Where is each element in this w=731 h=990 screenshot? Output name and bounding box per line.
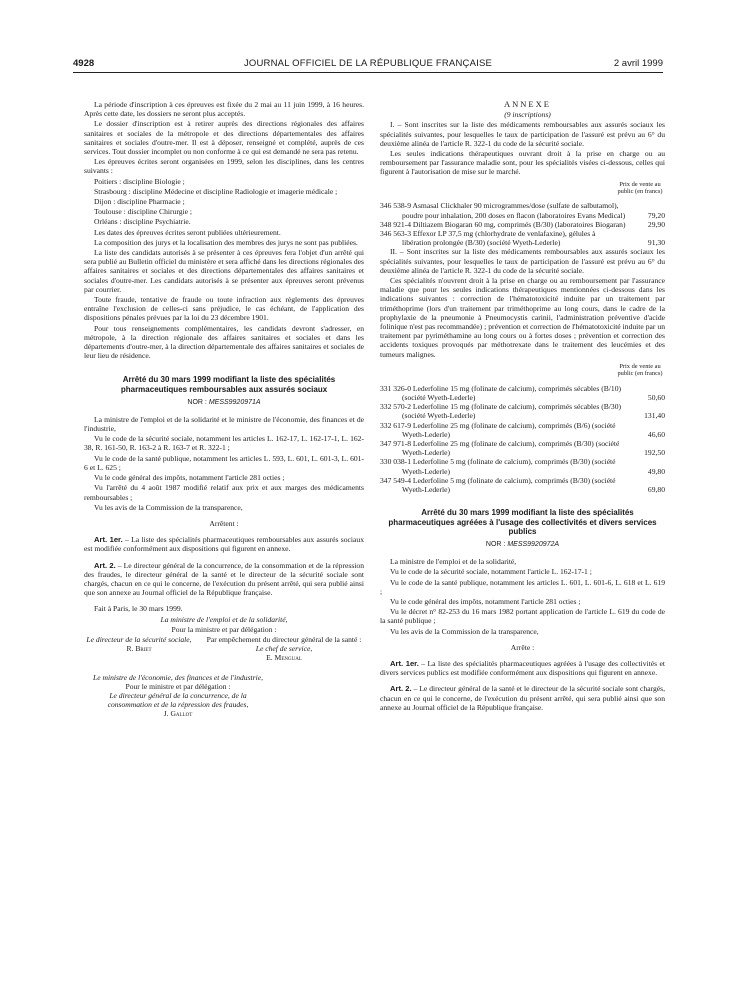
article-1-label: Art. 1er. xyxy=(390,658,419,668)
drug-price: 192,50 xyxy=(644,448,665,458)
article-2-text: – Le directeur général de la santé et le directeur de la sécurité sociale sont chargés, chacun en ce qui le concerne, de l'exécution du présent arrêté, qui sera publié ainsi que son annexe au Journal officiel de la République française. xyxy=(380,684,665,712)
article-1-text: – La liste des spécialités pharmaceutiques agréées à l'usage des collectivités et divers services publics est modifiée conformément aux dispositions qui figurent en annexe. xyxy=(380,658,665,678)
drug-text: 348 921-4 Diltiazem Biogaran 60 mg, comprimés (B/30) (laboratoires Biogaran) xyxy=(380,219,626,229)
drug-row xyxy=(380,384,665,402)
article-1-label: Art. 1er. xyxy=(94,535,123,545)
centre-item: Strasbourg : discipline Médecine et discipline Radiologie et imagerie médicale ; xyxy=(94,186,338,196)
signatory-line: Pour la ministre et par délégation : xyxy=(171,624,277,634)
article-2 xyxy=(84,561,364,598)
visa: Vu le code de la santé publique, notamment les articles L. 601, L. 601-6, L. 618 et L. 619 ; xyxy=(380,577,665,596)
drug-text: 332 570-2 Lederfoline 15 mg (folinate de calcium), comprimés sécables (B/30) (société Wyeth-Lederle) xyxy=(380,402,622,421)
signature-block xyxy=(84,635,364,663)
section-2-text-b: Ces spécialités n'ouvrent droit à la prise en charge ou au remboursement par l'assurance maladie que pour les seules indications thérapeutiques mentionnées ci-dessous dans les indications suivantes : correction de l'hématotoxicité induite par un traitement par triméthoprime (lors d'un traitement par triméthoprime au long cours, dans le cadre de la prophylaxie de la pneumonie à Pneumocystis carinii, l'administration préventive d'acide folinique n'est pas recommandée) ; prévention et correction de l'hématotoxicité induite par un traitement par pyriméthamine au long cours ou à fortes doses ; prévention et correction des accidents toxiques provoqués par méthotrexate dans le traitement des leucémies et des tumeurs malignes. xyxy=(380,276,665,359)
annexe-subtitle: (9 inscriptions) xyxy=(504,110,551,120)
nor-label: NOR : xyxy=(187,398,207,406)
article-1-text: – La liste des spécialités pharmaceutiques remboursables aux assurés sociaux est modifiée conformément aux dispositions qui figurent en annexe. xyxy=(84,535,364,554)
nor-label: NOR : xyxy=(485,540,506,548)
signatory-name: R. Briet xyxy=(126,644,152,654)
centre-item: Poitiers : discipline Biologie ; xyxy=(94,176,185,186)
drug-text: 346 563-3 Effexor LP 37,5 mg (chlorhydrate de venlafaxine), gélules à libération prolongée (B/30) (société Wyeth-Lederle) xyxy=(380,229,596,248)
drug-price: 49,80 xyxy=(647,466,665,476)
drug-row xyxy=(380,439,665,457)
visa: Vu le code de la santé publique, notamment les articles L. 593, L. 601, L. 601-3, L. 601-6 et L. 625 ; xyxy=(84,453,364,472)
fait-line: Fait à Paris, le 30 mars 1999. xyxy=(94,604,183,614)
drug-price: 46,60 xyxy=(647,429,665,439)
arrete-title: Arrêté du 30 mars 1999 modifiant la liste des spécialités pharmaceutiques agréées à l'usage des collectivités et divers services publics xyxy=(388,508,657,537)
article-2 xyxy=(380,684,665,712)
nor-code: MESS9920971A xyxy=(208,398,261,406)
section-2-text: II. – Sont inscrites sur la liste des médicaments remboursables aux assurés sociaux les spécialités suivantes, pour lesquelles le taux de participation de l'assuré est prévu au 6° du deuxième alinéa de l'article R. 322-1 du code de la sécurité sociale. xyxy=(380,247,665,275)
visa: La ministre de l'emploi et de la solidarité et le ministre de l'économie, des finances et de l'industrie, xyxy=(84,414,364,434)
drug-price: 131,40 xyxy=(644,411,665,421)
article-2-text: – Le directeur général de la concurrence, de la consommation et de la répression des fraudes, le directeur général de la santé et le directeur de la sécurité sociale sont chargés, chacun en ce qui le concerne, de l'exécution du présent arrêté, qui sera publié ainsi que son annexe au Journal officiel de la République française. xyxy=(84,560,364,598)
arrete-title: Arrêté du 30 mars 1999 modifiant la liste des spécialités pharmaceutiques remboursables aux assurés sociaux xyxy=(120,375,336,395)
signatory-title: Par empêchement du directeur général de la santé : xyxy=(206,634,362,644)
drug-row xyxy=(380,476,665,494)
price-header: Prix de vente au public (en francs) xyxy=(617,180,663,196)
visa: Vu le décret n° 82-253 du 16 mars 1982 portant application de l'article L. 619 du code de la santé publique ; xyxy=(380,607,665,626)
annexe-title: ANNEXE xyxy=(504,99,551,109)
signatory-line: La ministre de l'emploi et de la solidarité, xyxy=(160,614,288,624)
outro-paragraph: La composition des jurys et la localisation des membres des jurys ne sont pas publiées. xyxy=(94,237,358,247)
visa: Vu le code général des impôts, notamment l'article 281 octies ; xyxy=(390,596,581,606)
signatory-role: Le chef de service, xyxy=(255,644,313,654)
intro-paragraph: La période d'inscription à ces épreuves est fixée du 2 mai au 11 juin 1999, à 16 heures. Après cette date, les dossiers ne seront plus acceptés. xyxy=(84,100,364,119)
centre-item: Toulouse : discipline Chirurgie ; xyxy=(94,207,193,217)
drug-price: 29,90 xyxy=(647,219,665,229)
drug-row xyxy=(380,201,665,219)
issue-date: 2 avril 1999 xyxy=(613,58,663,69)
outro-paragraph: Toute fraude, tentative de fraude ou toute infraction aux règlements des épreuves entraîne l'exclusion de celles-ci sans préjudice, le cas échéant, de l'application des dispositions pénales prévues par la loi du 23 décembre 1901. xyxy=(84,295,364,323)
article-1 xyxy=(380,659,665,677)
visa: Vu le code général des impôts, notamment l'article 281 octies ; xyxy=(94,473,285,483)
article-2-label: Art. 2. xyxy=(390,684,412,694)
drug-row xyxy=(380,402,665,420)
visa: Vu les avis de la Commission de la transparence, xyxy=(94,502,243,512)
article-2-label: Art. 2. xyxy=(94,560,116,570)
drug-text: 347 549-4 Lederfoline 5 mg (folinate de calcium), comprimés (B/30) (société Wyeth-Lederle) xyxy=(380,475,616,494)
drug-text: 330 038-1 Lederfoline 5 mg (folinate de calcium), comprimés (B/30) (société Wyeth-Lederle) xyxy=(380,457,616,476)
drug-price: 91,30 xyxy=(647,238,665,248)
visa: Vu le code de la sécurité sociale, notamment l'article L. 162-17-1 ; xyxy=(390,567,592,577)
signatory-line: Pour le ministre et par délégation : xyxy=(125,681,231,691)
centre-item: Dijon : discipline Pharmacie ; xyxy=(94,197,185,207)
nor-code: MESS9920972A xyxy=(507,540,560,548)
outro-paragraph: La liste des candidats autorisés à se présenter à ces épreuves fera l'objet d'un arrêté qui sera publié au Bulletin officiel du ministère et sera affiché dans les directions régionales des affaires sanitaires et sociales et des directions départementales des affaires sanitaires et sociales d'outre-mer. Les candidats autorisés à se présenter aux épreuves seront prévenus par courrier. xyxy=(84,248,364,294)
price-header: Prix de vente au public (en francs) xyxy=(617,362,663,378)
arrete-heading: Arrête : xyxy=(510,642,535,652)
signatory-title: Le directeur de la sécurité sociale, xyxy=(86,634,192,644)
visa: Vu le code de la sécurité sociale, notamment les articles L. 162-17, L. 162-17-1, L. 162-38, R. 161-50, R. 163-2 à R. 163-7 et R. 322-1 ; xyxy=(84,434,364,453)
signatory-line: Le ministre de l'économie, des finances et de l'industrie, xyxy=(93,672,263,682)
journal-title: JOURNAL OFFICIEL DE LA RÉPUBLIQUE FRANÇAISE xyxy=(243,58,493,69)
drug-price: 79,20 xyxy=(647,210,665,220)
centre-item: Orléans : discipline Psychiatrie. xyxy=(94,217,191,227)
visa: La ministre de l'emploi et de la solidarité, xyxy=(390,557,517,567)
section-1-text: I. – Sont inscrites sur la liste des médicaments remboursables aux assurés sociaux les spécialités suivantes, pour lesquelles le taux de participation de l'assuré est prévu au 6° du deuxième alinéa de l'article R. 322-1 du code de la sécurité sociale. xyxy=(380,120,665,148)
outro-paragraph: Les dates des épreuves écrites seront publiées ultérieurement. xyxy=(94,227,281,237)
visa: Vu les avis de la Commission de la transparence, xyxy=(390,626,539,636)
left-column xyxy=(84,100,364,719)
drug-row xyxy=(380,421,665,439)
drug-row xyxy=(380,229,665,247)
nor-reference xyxy=(380,540,665,549)
outro-paragraph: Pour tous renseignements complémentaires, les candidats devront s'adresser, en métropole, à la direction régionale des affaires sanitaires et sociales et dans les départements d'outre-mer, à la direction départementale des affaires sanitaires et sociales de leur lieu de résidence. xyxy=(84,323,364,361)
drug-row xyxy=(380,220,665,229)
signatory-line: Le directeur général de la concurrence, de la consommation et de la répression des fraudes, xyxy=(107,690,249,710)
article-1 xyxy=(84,535,364,553)
signatory-name: E. Mengual xyxy=(266,653,302,663)
visa: Vu l'arrêté du 4 août 1987 modifié relatif aux prix et aux marges des médicaments remboursables ; xyxy=(84,483,364,502)
page-number: 4928 xyxy=(73,58,95,69)
drug-text: 332 617-9 Lederfoline 25 mg (folinate de calcium), comprimés (B/6) (société Wyeth-Lederle) xyxy=(380,420,616,439)
drug-row xyxy=(380,457,665,475)
nor-reference xyxy=(84,398,364,407)
header-rule xyxy=(73,72,663,73)
section-1-text-b: Les seules indications thérapeutiques ouvrant droit à la prise en charge ou au remboursement par l'assurance maladie sont, pour les spécialités visées ci-dessous, celles qui figurent à l'autorisation de mise sur le marché. xyxy=(380,149,665,177)
drug-price: 69,80 xyxy=(647,484,665,494)
right-column xyxy=(380,100,665,713)
intro-paragraph: Les épreuves écrites seront organisées en 1999, selon les disciplines, dans les centres suivants : xyxy=(84,157,364,176)
drug-text: 347 971-8 Lederfoline 25 mg (folinate de calcium), comprimés (B/30) (société Wyeth-Lederle) xyxy=(380,438,620,458)
signatory-name: J. Gallot xyxy=(163,709,193,719)
arretent-heading: Arrêtent : xyxy=(209,518,239,528)
drug-text: 346 538-9 Asmasal Clickhaler 90 microgrammes/dose (sulfate de salbutamol), poudre pour inhalation, 200 doses en flacon (laboratoires Evans Medical) xyxy=(380,201,626,220)
drug-price: 50,60 xyxy=(647,392,665,402)
drug-text: 331 326-0 Lederfoline 15 mg (folinate de calcium), comprimés sécables (B/10) (société Wyeth-Lederle) xyxy=(380,383,622,402)
intro-paragraph: Le dossier d'inscription est à retirer auprès des directions régionales des affaires sanitaires et sociales de la métropole et des directions départementales des affaires sanitaires et sociales d'outre-mer. Il est à déposer, renseigné et complété, auprès de ces services. Tout dossier incomplet ou non conforme à ce qui est demandé ne sera pas retenu. xyxy=(84,119,364,157)
